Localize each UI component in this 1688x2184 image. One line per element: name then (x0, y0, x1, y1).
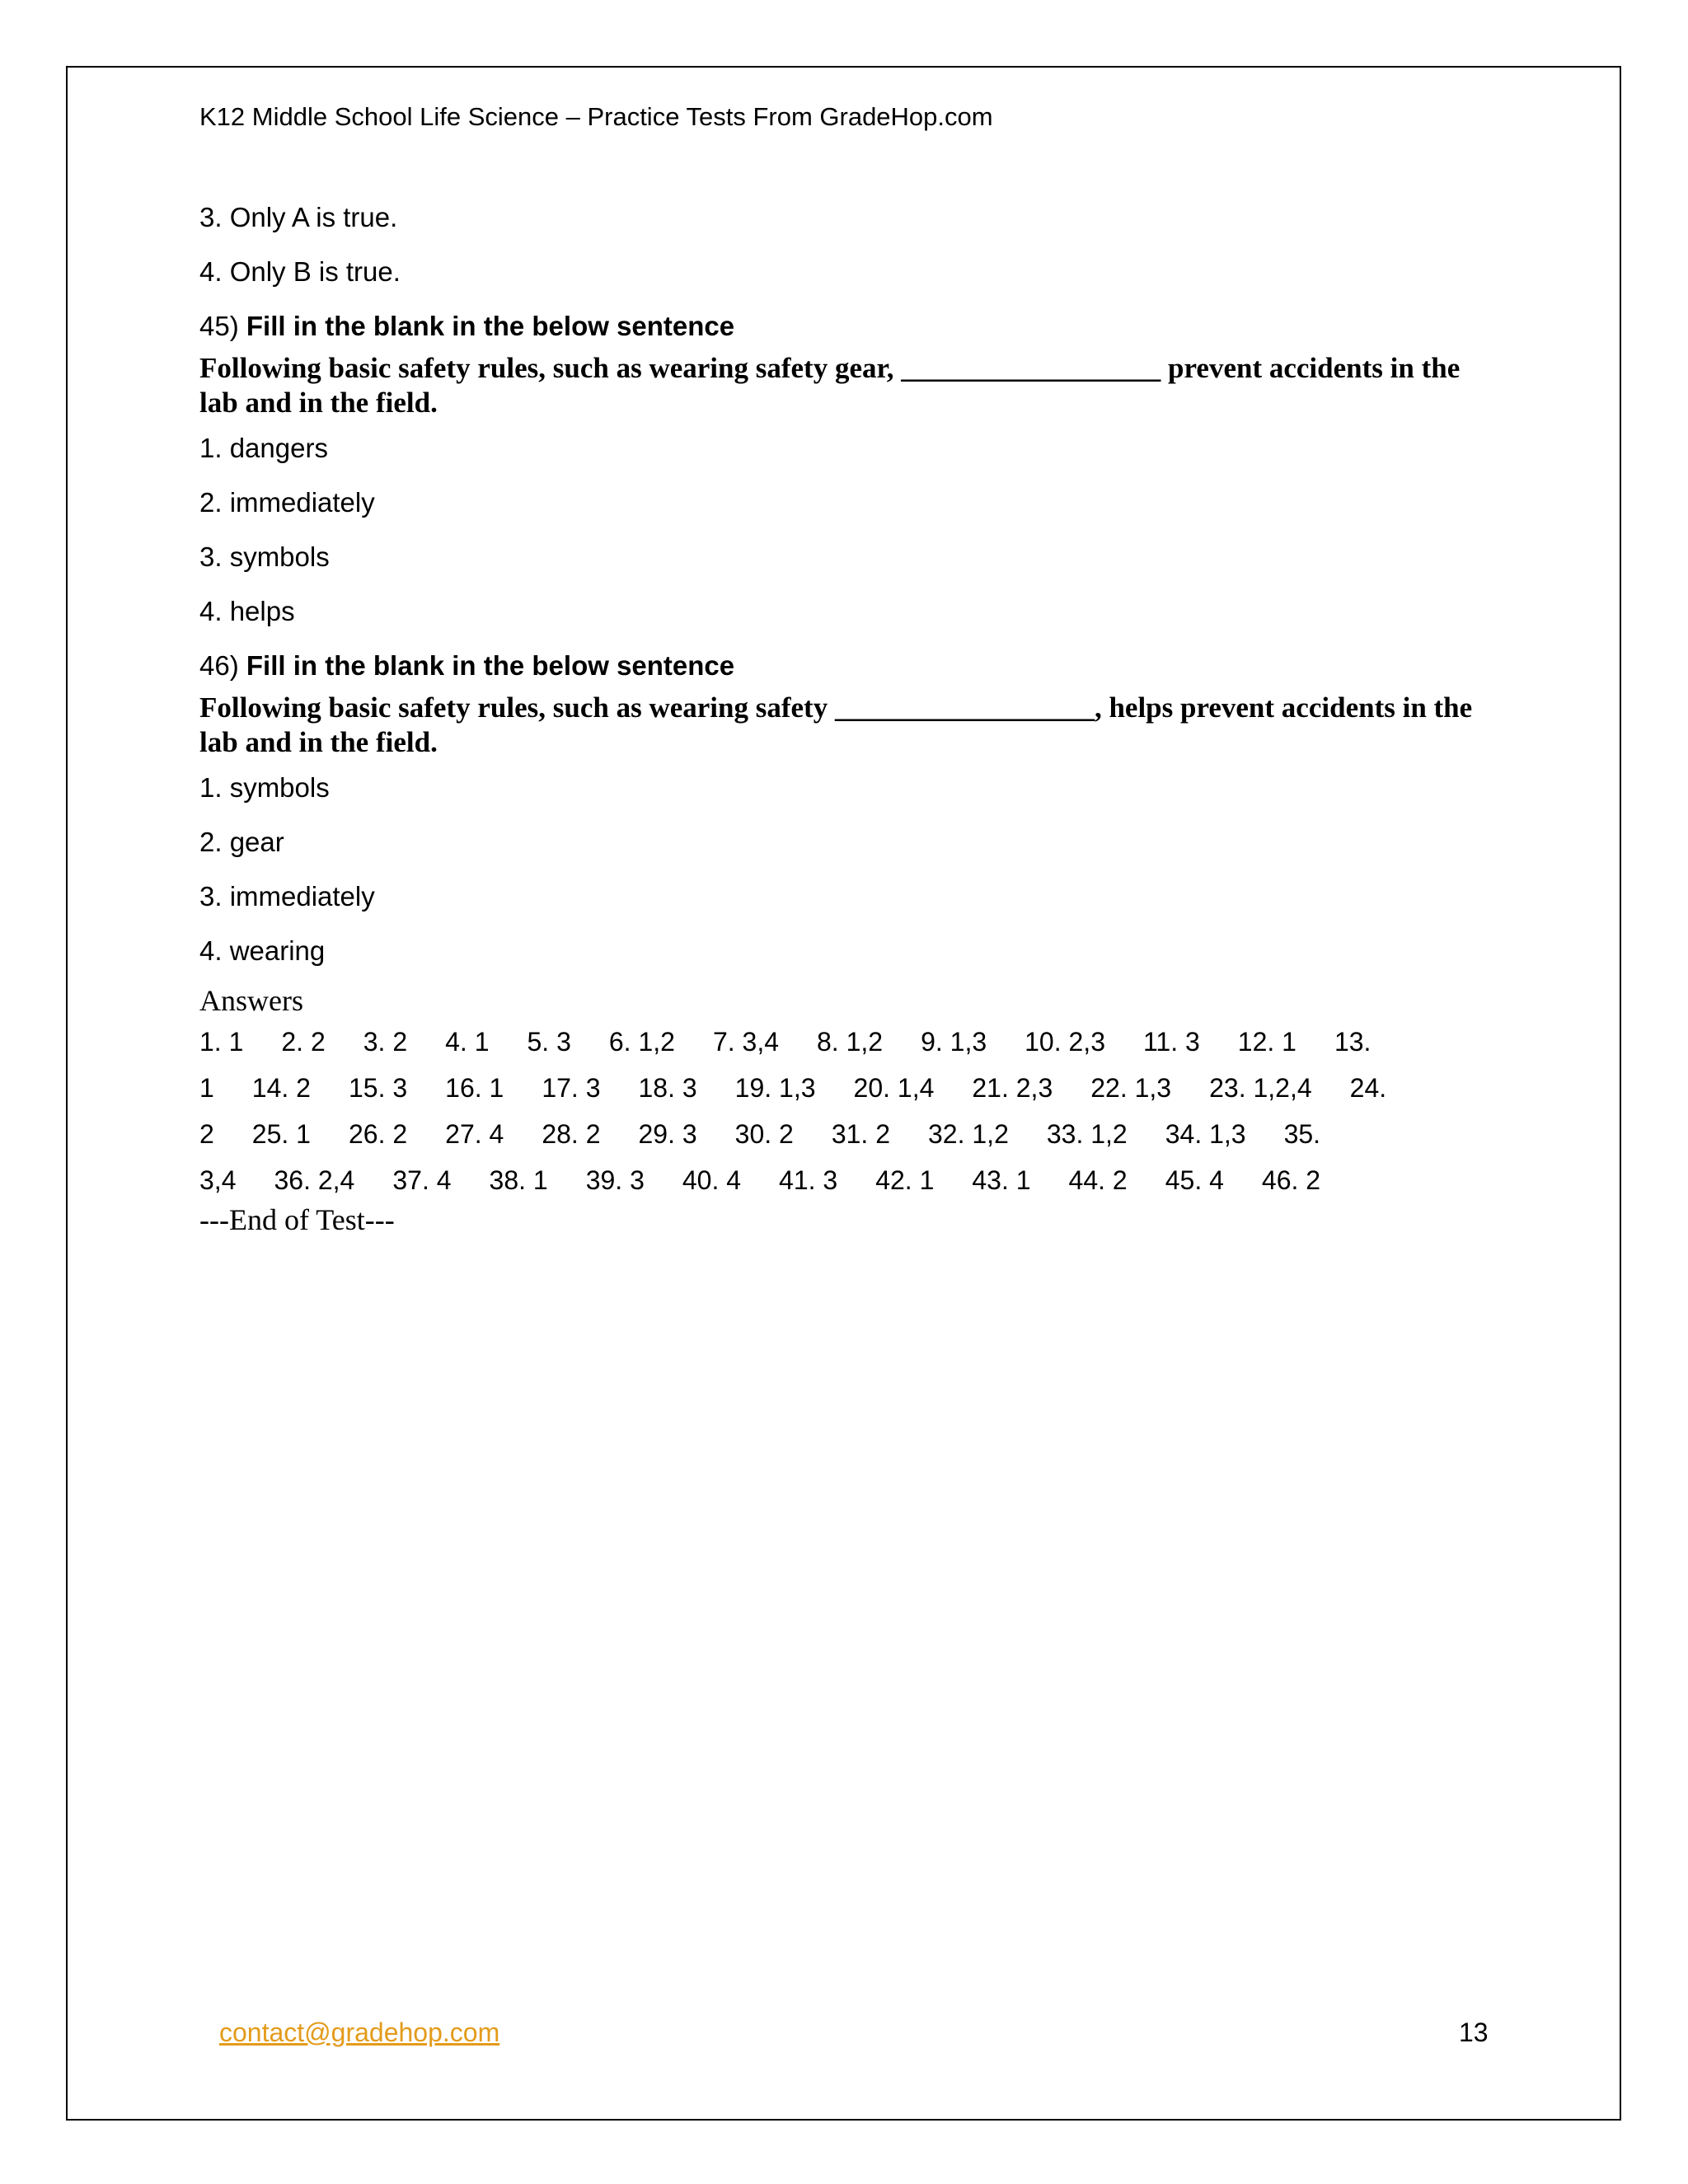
option-item: 3. symbols (199, 541, 330, 572)
page-number: 13 (1459, 2018, 1489, 2047)
answer-item: 43. 1 (972, 1165, 1031, 1195)
answer-item: 34. 1,3 (1165, 1119, 1246, 1149)
answer-item: 21. 2,3 (972, 1073, 1053, 1103)
option-item: 1. symbols (199, 772, 330, 803)
answer-item: 41. 3 (779, 1165, 838, 1195)
answer-item: 23. 1,2,4 (1209, 1073, 1312, 1103)
answer-line (199, 1157, 1485, 1203)
answer-item: 20. 1,4 (853, 1073, 935, 1103)
question-sentence: Following basic safety rules, such as wearing safety __________________, helps prevent accidents in the lab and in the field. (199, 691, 1473, 758)
answer-item: 30. 2 (734, 1119, 794, 1149)
answer-item: 31. 2 (831, 1119, 890, 1149)
question-46 (199, 648, 1493, 969)
answer-item: 29. 3 (638, 1119, 697, 1149)
answer-item: 40. 4 (682, 1165, 742, 1195)
option-item: 4. Only B is true. (199, 256, 401, 287)
answer-item: 3,4 (199, 1165, 237, 1195)
question-sentence: Following basic safety rules, such as wearing safety gear, __________________ prevent accidents in the lab and in the field. (199, 352, 1461, 419)
answer-item: 1. 1 (199, 1027, 244, 1057)
answer-item: 35. (1283, 1119, 1321, 1149)
question-45 (199, 308, 1493, 630)
answer-item: 18. 3 (638, 1073, 697, 1103)
answer-item: 42. 1 (875, 1165, 935, 1195)
answer-item: 10. 2,3 (1025, 1027, 1105, 1057)
question-title: Fill in the blank in the below sentence (246, 650, 735, 681)
answer-item: 25. 1 (251, 1119, 311, 1149)
page-header: K12 Middle School Life Science – Practice Tests From GradeHop.com (199, 102, 993, 131)
answer-item: 24. (1349, 1073, 1387, 1103)
answer-item: 46. 2 (1261, 1165, 1321, 1195)
answer-item: 27. 4 (445, 1119, 504, 1149)
answer-item: 36. 2,4 (274, 1165, 355, 1195)
answer-item: 26. 2 (348, 1119, 408, 1149)
answer-key (199, 1019, 1485, 1203)
answer-item: 37. 4 (392, 1165, 452, 1195)
answer-item: 28. 2 (542, 1119, 601, 1149)
answer-item: 17. 3 (542, 1073, 601, 1103)
option-item: 4. wearing (199, 935, 326, 966)
page-content (199, 97, 1493, 1238)
answer-item: 14. 2 (251, 1073, 311, 1103)
question-number: 45) (199, 311, 239, 341)
answer-line (199, 1019, 1485, 1065)
option-item: 2. gear (199, 827, 284, 857)
answer-item: 3. 2 (363, 1027, 408, 1057)
answer-item: 15. 3 (348, 1073, 408, 1103)
answer-item: 44. 2 (1068, 1165, 1128, 1195)
answer-item: 39. 3 (585, 1165, 645, 1195)
answer-item: 33. 1,2 (1046, 1119, 1128, 1149)
answer-item: 2 (199, 1119, 214, 1149)
answer-item: 22. 1,3 (1090, 1073, 1172, 1103)
option-item: 3. immediately (199, 881, 375, 912)
answer-item: 38. 1 (489, 1165, 548, 1195)
answer-item: 2. 2 (281, 1027, 326, 1057)
answer-item: 32. 1,2 (928, 1119, 1009, 1149)
answers-heading: Answers (199, 984, 303, 1017)
answer-item: 13. (1334, 1027, 1372, 1057)
end-of-test: ---End of Test--- (199, 1203, 395, 1236)
answer-item: 19. 1,3 (734, 1073, 816, 1103)
option-item: 1. dangers (199, 433, 328, 463)
option-item: 2. immediately (199, 487, 375, 518)
option-item: 3. Only A is true. (199, 202, 398, 232)
answer-item: 16. 1 (445, 1073, 504, 1103)
answer-item: 11. 3 (1142, 1027, 1200, 1057)
answer-item: 1 (199, 1073, 214, 1103)
question-number: 46) (199, 650, 239, 681)
answer-item: 6. 1,2 (608, 1027, 675, 1057)
answer-item: 5. 3 (527, 1027, 571, 1057)
answer-item: 9. 1,3 (921, 1027, 987, 1057)
contact-email-link[interactable]: contact@gradehop.com (219, 2018, 500, 2047)
question-title: Fill in the blank in the below sentence (246, 311, 735, 341)
answer-line (199, 1111, 1485, 1157)
option-item: 4. helps (199, 596, 295, 626)
question-heading (199, 308, 1493, 344)
answer-item: 45. 4 (1165, 1165, 1224, 1195)
answer-item: 8. 1,2 (817, 1027, 884, 1057)
answer-item: 12. 1 (1237, 1027, 1296, 1057)
answer-item: 7. 3,4 (712, 1027, 779, 1057)
answer-item: 4. 1 (445, 1027, 490, 1057)
answer-line (199, 1065, 1485, 1111)
question-heading (199, 648, 1493, 684)
